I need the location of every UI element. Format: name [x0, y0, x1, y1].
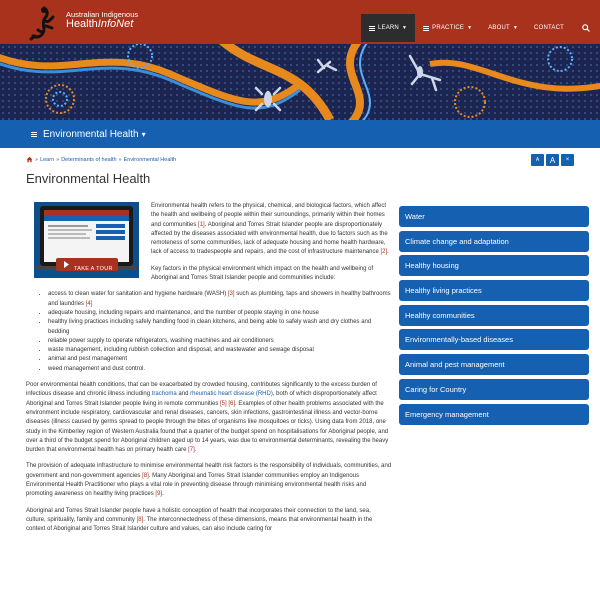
site-header — [0, 0, 600, 44]
reference-link[interactable]: [5] — [220, 400, 227, 407]
brand-name[interactable]: Australian Indigenous HealthInfoNet — [66, 10, 139, 30]
menu-icon — [31, 132, 37, 137]
trachoma-link[interactable]: trachoma — [151, 391, 177, 398]
section-menu-bar[interactable] — [0, 120, 600, 148]
main-nav — [361, 14, 600, 42]
reference-link[interactable]: [4] — [85, 300, 93, 307]
topic-sidebar — [399, 206, 589, 428]
gecko-logo-icon[interactable] — [26, 6, 62, 42]
sidebar-item-healthy-communities[interactable]: Healthy communities — [399, 305, 589, 326]
take-a-tour-video[interactable] — [34, 202, 139, 278]
reference-link[interactable]: [9] — [155, 491, 163, 498]
list-item: • waste management, including rubbish collection and disposal, and wastewater and sewage disposal — [48, 346, 392, 355]
sidebar-item-healthy-housing[interactable]: Healthy housing — [399, 255, 589, 276]
key-factors-list — [48, 290, 392, 374]
list-item: • reliable power supply to operate refrigerators, washing machines and air conditioners — [48, 337, 392, 346]
nav-about[interactable]: ABOUT ▼ — [488, 25, 519, 31]
chevron-down-icon: ▾ — [141, 129, 146, 139]
font-size-controls — [531, 154, 574, 166]
reference-link[interactable]: [3] — [227, 291, 235, 298]
artwork-banner — [0, 44, 600, 120]
sidebar-item-environmental-diseases[interactable]: Environmentally-based diseases — [399, 329, 589, 350]
increase-font-button[interactable]: A — [546, 154, 559, 166]
menu-icon — [369, 26, 375, 31]
reference-link[interactable]: [8] — [136, 516, 144, 523]
sidebar-item-climate-change[interactable]: Climate change and adaptation — [399, 231, 589, 252]
reference-link[interactable]: [1] — [198, 221, 205, 228]
list-item: • access to clean water for sanitation and hygiene hardware (WASH) [3] such as plumbing, taps and showers in healthy bathrooms and laundries [4] — [48, 290, 392, 309]
home-icon[interactable] — [26, 156, 33, 163]
holistic-health-paragraph: Aboriginal and Torres Strait Islander people have a holistic conception of health that incorporates their connection to the land, sea, culture, spirituality, family and community [8]. The interconnectedness of these dimensions, means that environmental health in the context of Aboriginal and Torres Strait Islander culture and values, can also include caring for — [26, 507, 373, 533]
sidebar-item-caring-for-country[interactable]: Caring for Country — [399, 379, 589, 400]
reset-font-button[interactable]: × — [561, 154, 574, 166]
breadcrumb-learn[interactable]: Learn — [40, 156, 55, 163]
breadcrumb-row — [0, 151, 600, 171]
breadcrumb-determinants[interactable]: Determinants of health — [61, 156, 117, 163]
nav-contact[interactable]: CONTACT — [534, 25, 564, 31]
reference-link[interactable]: [8] — [142, 472, 149, 479]
rhd-link[interactable]: rheumatic heart disease (RHD) — [190, 391, 273, 398]
reference-link[interactable]: [7] — [188, 447, 195, 454]
menu-icon — [423, 26, 429, 31]
take-a-tour-label: TAKE A TOUR — [74, 266, 113, 272]
main-content — [26, 202, 392, 542]
list-item: • animal and pest management — [48, 355, 392, 364]
list-item: • healthy living practices including safely handling food in clean kitchens, and being able to safely wash and dry clothes and bedding — [48, 318, 392, 337]
dot-painting-artwork — [0, 44, 600, 120]
section-title: Environmental Health — [43, 128, 139, 140]
sidebar-item-water[interactable]: Water — [399, 206, 589, 227]
nav-practice[interactable]: PRACTICE ▼ — [415, 14, 480, 42]
decrease-font-button[interactable]: A — [531, 154, 544, 166]
chevron-down-icon: ▼ — [467, 25, 473, 31]
sidebar-item-emergency[interactable]: Emergency management — [399, 404, 589, 425]
page-title: Environmental Health — [26, 171, 151, 186]
health-conditions-paragraph: Poor environmental health conditions, that can be exacerbated by crowded housing, contributes significantly to the excess burden of infectious disease and chronic illness including trachoma and rheumatic heart disease (RHD), both of which disproportionately affect Aboriginal and Torres Strait Islander people living in remote communities [5] [6]. Examples of other health problems associated with the environment include respiratory, cardiovascular and renal diseases, cancers, skin infections, gastrointestinal illness and vector-borne diseases (illness caused by germs spread to people through the bites of organisms like mosquitoes or ticks). Using data from 2018, one study in the Kimberley region of Western Australia found that a quarter of the budget spend on hospitalisations for Aboriginal people, and over a third of the budget spend for Aboriginal children aged up to 14 years, was due to environmental determinants, revealing the heavy burden that environmental health has on primary health care [7]. — [26, 382, 389, 454]
search-icon[interactable] — [572, 14, 600, 42]
sidebar-item-animal-pest[interactable]: Animal and pest management — [399, 354, 589, 375]
intro-paragraph: Environmental health refers to the physical, chemical, and biological factors, which affect the health and wellbeing of people within their surroundings, primarily within their homes and communities [1]. Aboriginal and Torres Strait Islander people are disproportionately affected by the diseases associated with environmental health, due to factors such as the remoteness of some communities, lack of adequate housing and home health hardware, lack of access to tradespeople and repairs, and the cost of infrastructure maintenance [2]. — [151, 203, 389, 256]
reference-link[interactable]: [2] — [380, 249, 388, 256]
sidebar-item-healthy-living[interactable]: Healthy living practices — [399, 280, 589, 301]
reference-link[interactable]: [6] — [228, 400, 236, 407]
list-item: • adequate housing, including repairs and maintenance, and the number of people staying in one house — [48, 309, 392, 318]
chevron-down-icon: ▼ — [512, 25, 519, 31]
infrastructure-paragraph: The provision of adequate infrastructure to minimise environmental health risk factors is the responsibility of individuals, communities, and government and non-government agencies [8]. Many Aboriginal and Torres Strait Islander communities employ an Indigenous Environmental Health Practitioner who plays a vital role in preventing disease through minimising environmental health risks and promoting awareness on healthy living practices [9]. — [26, 463, 392, 498]
breadcrumb-current[interactable]: Environmental Health — [123, 156, 177, 163]
breadcrumb: » Learn » Determinants of health » Environmental Health — [26, 156, 176, 163]
chevron-down-icon: ▼ — [401, 25, 408, 31]
key-factors-intro: Key factors in the physical environment which impact on the health and wellbeing of Aboriginal and Torres Strait Islander people and communities include: — [151, 265, 374, 282]
list-item: • weed management and dust control. — [48, 365, 392, 374]
nav-learn[interactable]: LEARN ▼ — [361, 14, 415, 42]
